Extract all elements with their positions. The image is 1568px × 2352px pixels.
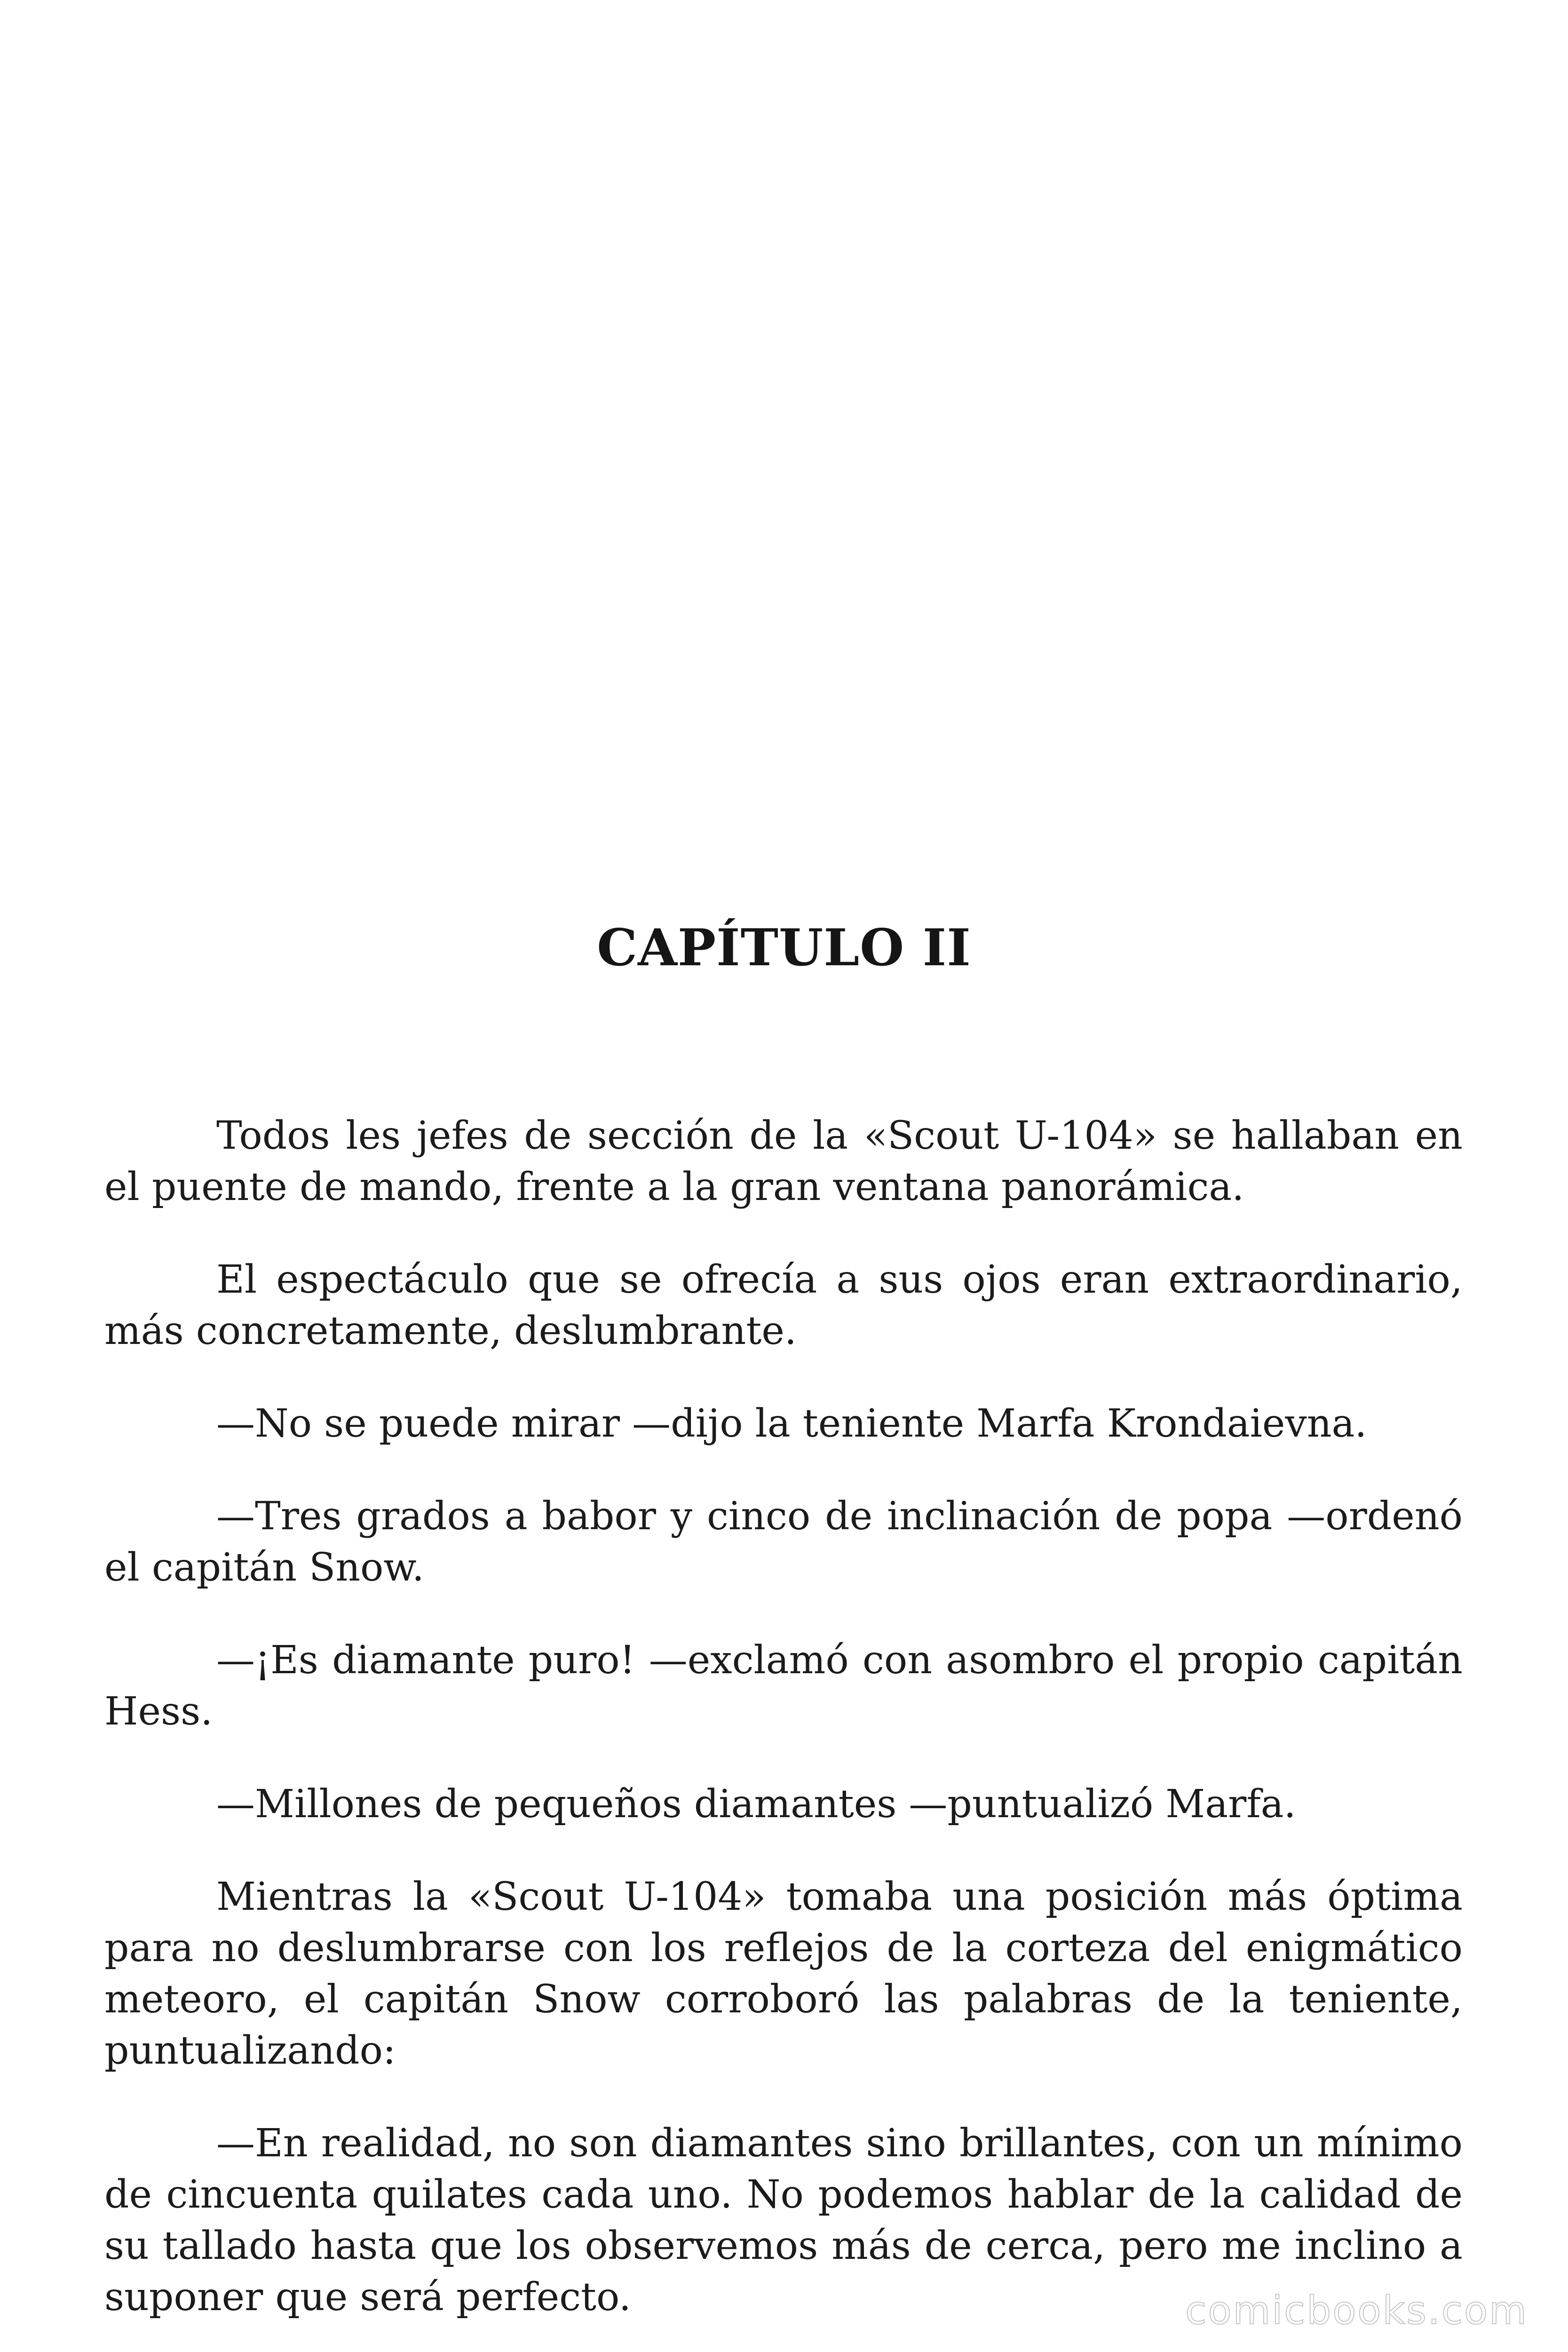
paragraph: —En realidad, no son diamantes sino brillantes, con un mínimo de cincuenta quilates cada uno. No podemos hablar de la calidad de su tallado hasta que los observemos más de cerca, pero me inclino a suponer que será perfecto. [104, 2121, 1463, 2320]
chapter-title: CAPÍTULO II [597, 918, 971, 977]
paragraph: —No se puede mirar —dijo la teniente Marfa Krondaievna. [216, 1401, 1367, 1446]
watermark: comicbooks.com [1185, 2288, 1528, 2333]
chapter-body [104, 1110, 1463, 2352]
paragraph: El espectáculo que se ofrecía a sus ojos eran extraordinario, más concretamente, deslumbrante. [104, 1257, 1463, 1353]
paragraph: Mientras la «Scout U-104» tomaba una posición más óptima para no deslumbrarse con los reflejos de la corteza del enigmático meteoro, el capitán Snow corroboró las palabras de la teniente, puntualizando: [104, 1875, 1463, 2073]
paragraph: —¡Es diamante puro! —exclamó con asombro el propio capitán Hess. [104, 1638, 1463, 1734]
paragraph: —Millones de pequeños diamantes —puntualizó Marfa. [216, 1782, 1296, 1827]
paragraph: —Tres grados a babor y cinco de inclinación de popa —ordenó el capitán Snow. [104, 1494, 1463, 1590]
paragraph: Todos les jefes de sección de la «Scout U-104» se hallaban en el puente de mando, frente a la gran ventana panorámica. [104, 1113, 1463, 1209]
